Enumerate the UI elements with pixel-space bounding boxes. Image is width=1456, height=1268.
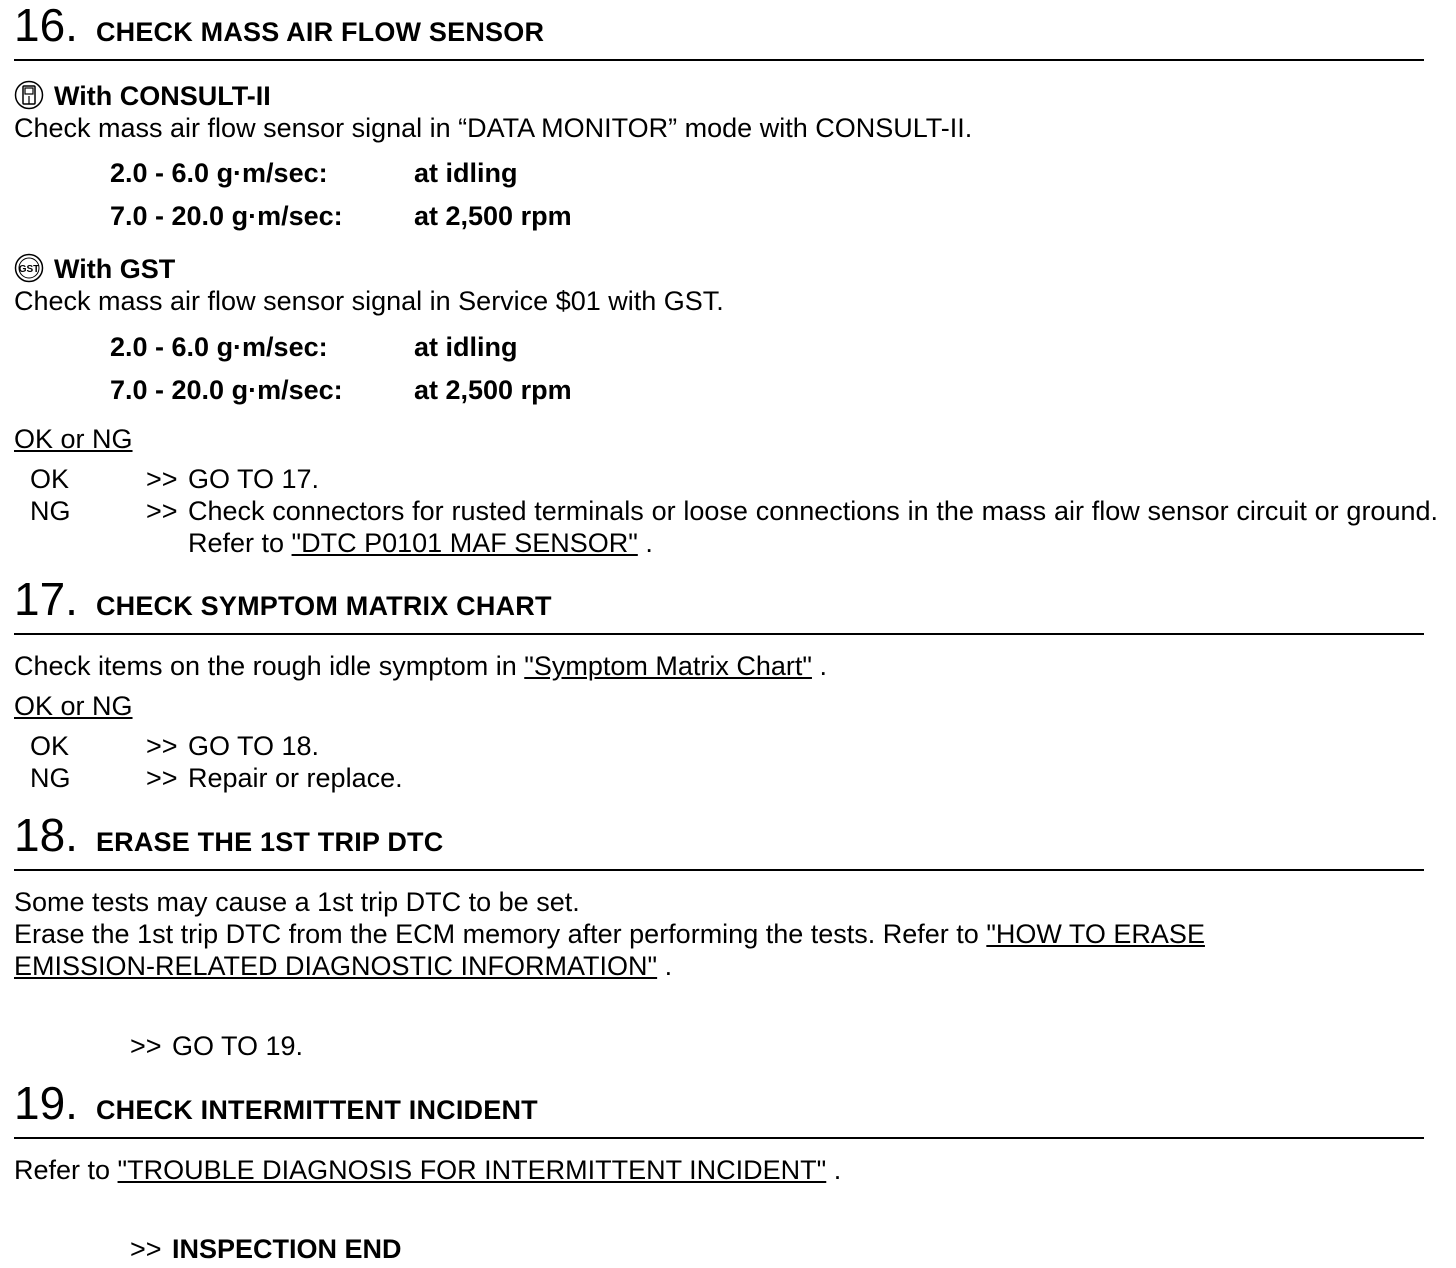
consult-heading: With CONSULT-II: [14, 80, 271, 112]
step-16: [14, 0, 1424, 51]
spec-row: 2.0 - 6.0 g·m/sec: at idling: [110, 332, 518, 362]
step-19-header: [14, 1077, 1424, 1129]
step-18-header: [14, 809, 1424, 861]
gst-heading: GST With GST: [14, 253, 175, 285]
ok-or-ng-label: OK or NG: [14, 691, 133, 721]
next-step: >> GO TO 19.: [130, 1031, 304, 1061]
result-list: [14, 730, 403, 794]
divider: [14, 59, 1424, 61]
step-number: 17.: [14, 573, 78, 625]
spec-row: 7.0 - 20.0 g·m/sec: at 2,500 rpm: [110, 201, 572, 231]
dtc-p0101-link[interactable]: "DTC P0101 MAF SENSOR": [291, 528, 638, 558]
step-17-instruction: Check items on the rough idle symptom in "Symptom Matrix Chart" .: [14, 651, 827, 681]
step-19: [14, 1077, 1424, 1129]
result-ng: NG >> Repair or replace.: [30, 763, 403, 793]
step-title: CHECK INTERMITTENT INCIDENT: [95, 1095, 538, 1125]
result-ok: OK >> GO TO 17.: [30, 464, 320, 494]
step-18: [14, 809, 1424, 861]
next-step: >> INSPECTION END: [130, 1234, 402, 1264]
step-number: 18.: [14, 809, 78, 861]
gst-instruction: Check mass air flow sensor signal in Service $01 with GST.: [14, 286, 724, 316]
step-title: CHECK MASS AIR FLOW SENSOR: [95, 17, 545, 47]
spec-row: 2.0 - 6.0 g·m/sec: at idling: [110, 158, 518, 188]
step-title: ERASE THE 1ST TRIP DTC: [95, 827, 444, 857]
step-number: 16.: [14, 0, 78, 51]
spec-row: 7.0 - 20.0 g·m/sec: at 2,500 rpm: [110, 375, 572, 405]
step-16-header: [14, 0, 1424, 51]
gst-tool-icon: [14, 253, 44, 283]
ok-or-ng-label: OK or NG: [14, 424, 133, 454]
how-to-erase-link[interactable]: "HOW TO ERASE: [986, 919, 1205, 949]
intermittent-incident-link[interactable]: "TROUBLE DIAGNOSIS FOR INTERMITTENT INCIDENT": [117, 1155, 827, 1185]
result-list: [14, 463, 1438, 559]
symptom-matrix-chart-link[interactable]: "Symptom Matrix Chart": [524, 651, 812, 681]
result-ok: OK >> GO TO 18.: [30, 731, 320, 761]
step-17: [14, 573, 1424, 625]
consult-tool-icon: [14, 80, 44, 110]
result-ng: NG >> Check connectors for rusted terminals or loose connections in the mass air flow sensor circuit or ground. Refer to "DTC P0101 MAF SENSOR" .: [30, 496, 1438, 558]
step-18-line1: Some tests may cause a 1st trip DTC to be set.: [14, 887, 580, 917]
how-to-erase-link-continued[interactable]: EMISSION-RELATED DIAGNOSTIC INFORMATION": [14, 951, 658, 981]
step-title: CHECK SYMPTOM MATRIX CHART: [95, 591, 552, 621]
step-17-header: [14, 573, 1424, 625]
consult-spec-list: [14, 157, 572, 232]
step-18-line3: EMISSION-RELATED DIAGNOSTIC INFORMATION" .: [14, 951, 673, 981]
step-18-line2: Erase the 1st trip DTC from the ECM memory after performing the tests. Refer to "HOW TO ERASE: [14, 919, 1205, 949]
svg-text:GST: GST: [18, 264, 40, 275]
gst-spec-list: [14, 331, 572, 406]
divider: [14, 1137, 1424, 1139]
step-number: 19.: [14, 1077, 78, 1129]
consult-instruction: Check mass air flow sensor signal in “DATA MONITOR” mode with CONSULT-II.: [14, 113, 973, 143]
divider: [14, 633, 1424, 635]
step-19-instruction: Refer to "TROUBLE DIAGNOSIS FOR INTERMITTENT INCIDENT" .: [14, 1155, 842, 1185]
divider: [14, 869, 1424, 871]
